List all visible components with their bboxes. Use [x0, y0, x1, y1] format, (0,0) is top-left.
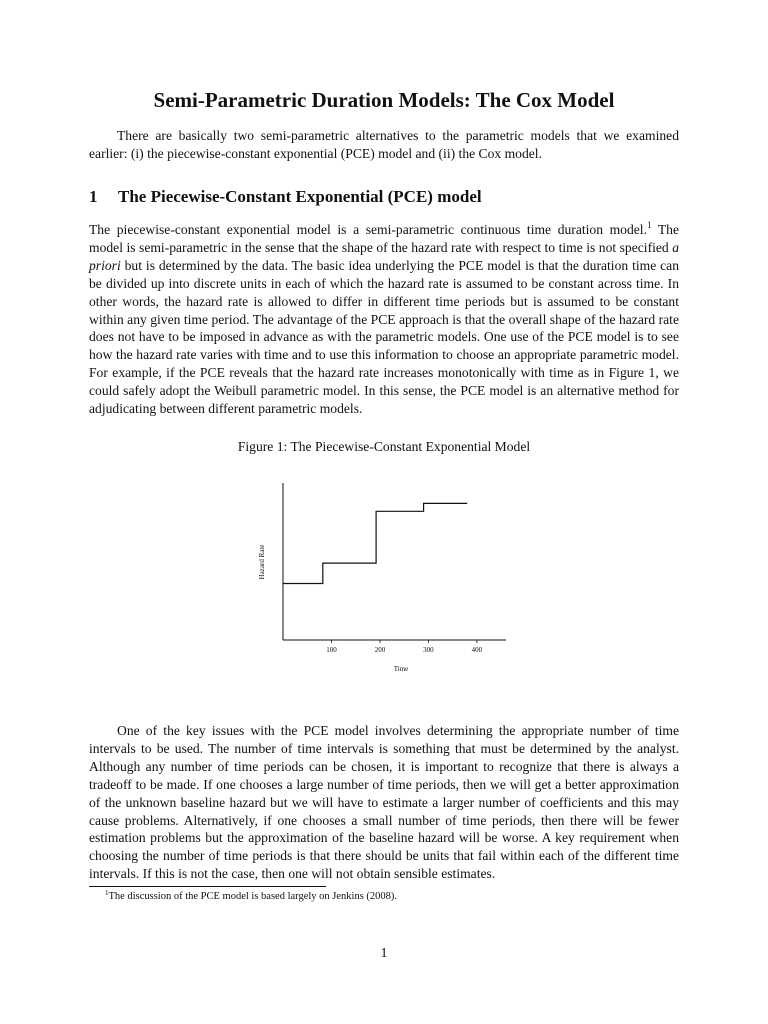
- section-title: The Piecewise-Constant Exponential (PCE) model: [118, 187, 482, 206]
- hazard-rate-chart: [250, 475, 520, 685]
- section-number: 1: [89, 187, 98, 206]
- footnote: [105, 890, 397, 904]
- page-number: 1: [380, 946, 388, 961]
- x-tick-label: 100: [326, 646, 337, 654]
- page-title: Semi-Parametric Duration Models: The Cox Model: [153, 88, 615, 112]
- intro-paragraph: There are basically two semi-parametric alternatives to the parametric models that we examined earlier: (i) the piecewise-constant exponential (PCE) model and (ii) the Cox model.: [89, 128, 679, 161]
- footnote-reference[interactable]: 1: [647, 220, 652, 230]
- section-heading: [89, 186, 482, 208]
- x-tick-label: 400: [471, 646, 483, 654]
- x-tick-labels: [326, 640, 482, 654]
- pce-paragraph-part3: but is determined by the data. The basic idea underlying the PCE model is that the duration time can be divided up into discrete units in each of which the hazard rate is assumed to be constant across time. In other words, the hazard rate is allowed to differ in different time periods but is assumed to be constant within any given time period. The advantage of the PCE approach is that the overall shape of the hazard rate does not have to be imposed in advance as with the parametric models. One use of the PCE model is to see how the hazard rate varies with time and to use this information to choose an appropriate parametric model. For example, if the PCE reveals that the hazard rate increases monotonically with time as in Figure 1, we could safely adopt the Weibull parametric model. In this sense, the PCE model is an alternative method for adjudicating between different parametric models.: [89, 257, 679, 417]
- a-priori-emphasis: a priori: [89, 239, 679, 273]
- x-tick-label: 300: [423, 646, 434, 654]
- hazard-step-series: [283, 503, 467, 583]
- hazard-step-line: [283, 503, 467, 583]
- intervals-paragraph: One of the key issues with the PCE model involves determining the appropriate number of time intervals to be used. The number of time intervals is something that must be determined by the analyst. Although any number of time periods can be chosen, it is important to recognize that there is always a tradeoff to be made. If one chooses a large number of time periods, then we will get a better approximation of the unknown baseline hazard but we will have to estimate a larger number of coefficients and this may cause problems. Alternatively, if one chooses a small number of time periods, then there will be fewer estimation problems but the approximation of the baseline hazard will be worse. A key requirement when choosing the number of time periods is that there should be units that fail within each of the different time intervals. If this is not the case, then one will not obtain sensible estimates.: [89, 723, 679, 882]
- y-axis-label: Hazard Rate: [258, 544, 266, 580]
- footnote-mark: 1: [105, 889, 109, 897]
- footnote-divider: [89, 886, 326, 887]
- x-axis-label: Time: [393, 665, 409, 673]
- pce-paragraph: [89, 221, 679, 418]
- figure-caption: Figure 1: The Piecewise-Constant Exponential Model: [237, 439, 531, 454]
- pce-paragraph-part1: The piecewise-constant exponential model is a semi-parametric continuous time duration model.: [89, 222, 647, 237]
- footnote-text: The discussion of the PCE model is based largely on Jenkins (2008).: [108, 891, 398, 902]
- pce-paragraph-part2: The model is semi-parametric in the sense that the shape of the hazard rate with respect to time is not specified: [89, 222, 680, 255]
- x-tick-label: 200: [374, 646, 386, 654]
